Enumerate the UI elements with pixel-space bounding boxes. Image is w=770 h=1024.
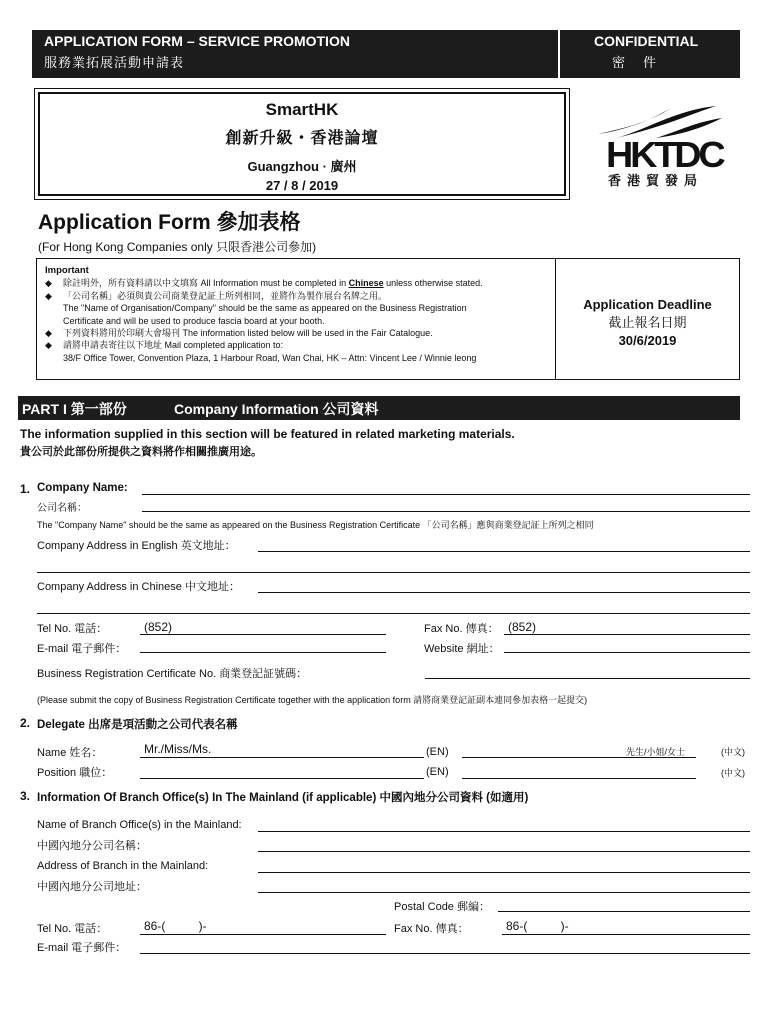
branch-name-field[interactable] (258, 831, 750, 832)
notice-item: ◆ 請將申請表寄往以下地址 Mail completed application to: (45, 340, 284, 351)
part1-header-bar (18, 396, 740, 420)
branch-address-cn-field[interactable] (258, 892, 750, 893)
form-header-bar (32, 30, 740, 78)
section2-title: Delegate 出席是項活動之公司代表名稱 (37, 719, 238, 731)
website-field[interactable] (504, 652, 750, 653)
postal-code-label: Postal Code 郵編： (394, 901, 490, 913)
event-date: 27 / 8 / 2019 (265, 178, 339, 193)
event-name: SmartHK (265, 100, 339, 119)
notice-item: ◆ 「公司名稱」必須與貴公司商業登記証上所列相同，並將作為製作展台名牌之用。 (45, 290, 388, 301)
form-title-en: APPLICATION FORM – SERVICE PROMOTION (44, 33, 350, 49)
br-number-label: Business Registration Certificate No. 商業登記証號碼： (37, 668, 308, 680)
branch-email-field[interactable] (140, 953, 750, 954)
branch-address-field[interactable] (258, 872, 750, 873)
header-divider (558, 30, 560, 78)
event-name-cn: 創新升級・香港論壇 (225, 130, 379, 147)
logo-text-cn: 香港貿發局 (608, 173, 704, 188)
important-notice-box (36, 258, 556, 380)
address-cn-field-2[interactable] (37, 613, 750, 614)
confidential-label-cn: 密件 (612, 55, 675, 70)
form-title-cn: 服務業拓展活動申請表 (44, 55, 185, 70)
branch-name-cn-label: 中國內地分公司名稱： (37, 840, 147, 852)
company-name-note: The "Company Name" should be the same as appeared on the Business Registration Certificate 「公司名稱」應與商業登記証上所列之相同 (37, 520, 594, 530)
deadline-label-en: Application Deadline (583, 297, 712, 312)
delegate-name-label: Name 姓名： (37, 747, 103, 759)
branch-email-label: E-mail 電子郵件： (37, 942, 127, 954)
part1-title: Company Information 公司資料 (174, 401, 379, 417)
delegate-en-label: (EN) (426, 746, 449, 758)
position-cn-label: (中文) (721, 768, 745, 778)
br-note: (Please submit the copy of Business Registration Certificate together with the application form 請將商業登記証副本連同參加表格一起提交) (37, 695, 588, 705)
address-en-field-2[interactable] (37, 572, 750, 573)
page-subtitle: (For Hong Kong Companies only 只限香港公司參加) (38, 240, 317, 254)
email-label: E-mail 電子郵件： (37, 643, 127, 655)
postal-code-field[interactable] (498, 911, 750, 912)
bullet-icon: ◆ (45, 278, 52, 289)
section2-number: 2. (20, 716, 31, 730)
email-field[interactable] (140, 652, 386, 653)
branch-name-label: Name of Branch Office(s) in the Mainland: (37, 819, 242, 831)
delegate-cn-label: (中文) (721, 747, 745, 757)
branch-name-cn-field[interactable] (258, 851, 750, 852)
delegate-title-value: Mr./Miss/Ms. (144, 742, 212, 756)
branch-tel-field[interactable] (140, 934, 386, 935)
delegate-name-en-field[interactable] (140, 757, 424, 758)
br-number-field[interactable] (425, 678, 750, 679)
part1-label: PART I 第一部份 (22, 401, 127, 417)
delegate-title-cn: 先生/小姐/女士 (626, 747, 686, 757)
fax-label: Fax No. 傳真： (424, 623, 499, 635)
tel-label: Tel No. 電話： (37, 623, 108, 635)
company-name-label: Company Name: (37, 482, 128, 494)
company-name-cn-field[interactable] (142, 511, 750, 512)
tel-prefix: (852) (144, 620, 173, 634)
part1-note-cn: 貴公司於此部份所提供之資料將作相關推廣用途。 (20, 446, 262, 458)
website-label: Website 網址： (424, 643, 500, 655)
bullet-icon: ◆ (45, 340, 52, 351)
page-title: Application Form 參加表格 (38, 211, 301, 234)
position-cn-field[interactable] (462, 778, 696, 779)
mailing-address: 38/F Office Tower, Convention Plaza, 1 Harbour Road, Wan Chai, HK – Attn: Vincent Lee / Winnie leong (63, 352, 477, 363)
notice-text: The "Name of Organisation/Company" should be the same as appeared on the Business Registration (63, 303, 467, 314)
notice-item: ◆ 除註明外，所有資料請以中文填寫 All Information must be completed in Chinese unless otherwise stated. (45, 278, 483, 289)
delegate-name-cn-field[interactable] (462, 757, 696, 758)
fax-prefix: (852) (508, 620, 537, 634)
position-en-field[interactable] (140, 778, 424, 779)
branch-fax-field[interactable] (502, 934, 750, 935)
bullet-icon: ◆ (45, 328, 52, 339)
confidential-label-en: CONFIDENTIAL (594, 33, 699, 49)
branch-address-cn-label: 中國內地分公司地址： (37, 881, 147, 893)
hktdc-logo (596, 100, 726, 192)
notice-item: ◆ 下列資料將用於印刷大會場刊 The information listed below will be used in the Fair Catalogue. (45, 328, 433, 339)
branch-fax-label: Fax No. 傳真： (394, 923, 469, 935)
address-en-field[interactable] (258, 551, 750, 552)
event-info-box (34, 88, 570, 200)
branch-fax-prefix: 86-( )- (506, 919, 569, 933)
deadline-date: 30/6/2019 (618, 333, 677, 348)
tel-field[interactable] (140, 634, 386, 635)
bullet-icon: ◆ (45, 290, 52, 301)
deadline-box (556, 258, 740, 380)
company-name-field[interactable] (142, 494, 750, 495)
fax-field[interactable] (504, 634, 750, 635)
important-title: Important (45, 265, 89, 276)
chinese-emphasis: Chinese (348, 278, 384, 289)
logo-text: HKTDC (606, 134, 723, 175)
section3-number: 3. (20, 789, 31, 803)
section1-number: 1. (20, 482, 31, 496)
position-en-label: (EN) (426, 766, 449, 778)
part1-note-en: The information supplied in this section will be featured in related marketing materials. (20, 427, 515, 441)
address-cn-label: Company Address in Chinese 中文地址： (37, 581, 240, 593)
address-cn-field[interactable] (258, 592, 750, 593)
section3-title: Information Of Branch Office(s) In The Mainland (if applicable) 中國內地分公司資料 (如適用) (37, 792, 529, 804)
event-city: Guangzhou · 廣州 (247, 159, 357, 174)
branch-tel-label: Tel No. 電話： (37, 923, 108, 935)
address-en-label: Company Address in English 英文地址： (37, 540, 236, 552)
branch-address-label: Address of Branch in the Mainland: (37, 860, 209, 872)
company-name-cn-label: 公司名稱： (37, 503, 87, 514)
position-label: Position 職位： (37, 767, 113, 779)
deadline-label-cn: 截止報名日期 (608, 315, 687, 330)
branch-tel-prefix: 86-( )- (144, 919, 207, 933)
notice-text: Certificate and will be used to produce fascia board at your booth. (63, 315, 325, 326)
